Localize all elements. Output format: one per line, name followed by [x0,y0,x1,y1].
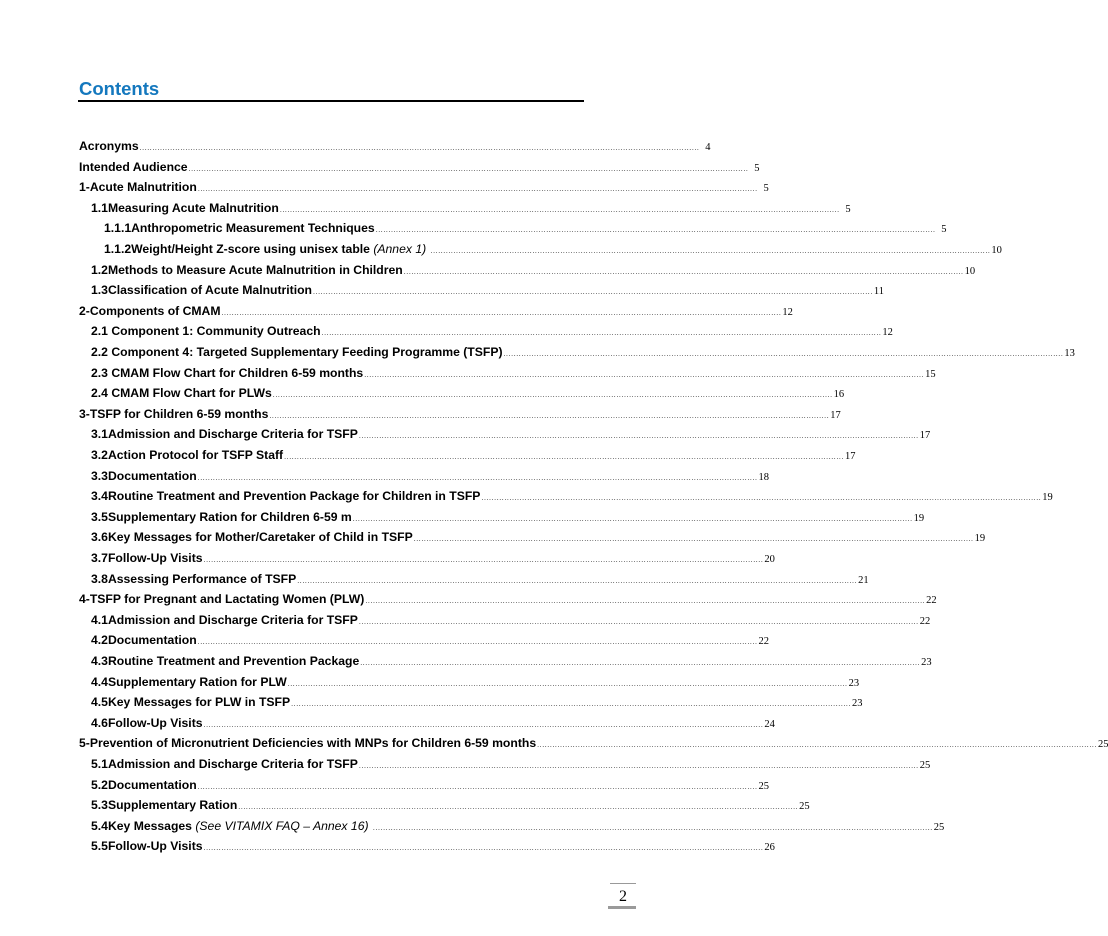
toc-entry-page: 10 [964,265,976,277]
toc-entry-title: Assessing Performance of TSFP [107,571,297,586]
toc-dot-leader: ............................................................................................................................................................................................................................ [297,577,858,585]
toc-entry-number: 2- [79,303,90,318]
toc-dot-leader: ............................................................................................................................................................................................................................ [188,165,749,173]
toc-dot-leader: ............................................................................................................................................................................................................................ [364,371,925,379]
toc-dot-leader: ............................................................................................................................................................................................................................ [272,392,833,400]
toc-entry-title: Supplementary Ration for PLW [107,674,287,689]
toc-dot-leader: ............................................................................................................................................................................................................................ [358,618,919,626]
toc-entry-page: 25 [933,821,945,833]
toc-entry-title: Follow-Up Visits [107,551,203,565]
toc-entry-number: 4.6 [91,715,108,730]
toc-entry[interactable] [91,282,884,298]
toc-entry-number: 3.1 [91,427,108,442]
toc-entry-page: 25 [799,801,810,813]
toc-entry-title: Action Protocol for TSFP Staff [107,448,284,462]
toc-entry-page: 4 [705,142,711,153]
toc-dot-leader: ............................................................................................................................................................................................................................ [375,227,936,235]
toc-entry-page: 17 [830,409,841,421]
toc-entry[interactable] [91,818,945,834]
toc-entry-number: 1- [79,180,90,195]
toc-dot-leader: ............................................................................................................................................................................................................................ [360,660,921,667]
toc-entry-number: 4.1 [91,612,108,627]
toc-entry-title: Key Messages [107,818,192,833]
toc-entry-number: 3.6 [91,530,108,545]
toc-entry-number: 3.2 [91,448,108,462]
toc-entry-page: 5 [754,162,760,174]
toc-entry-number: 1.2 [91,262,108,277]
toc-entry-number: 5.5 [91,839,108,854]
toc-entry-number: 1.1.2 [104,242,132,256]
toc-dot-leader: ............................................................................................................................................................................................................................ [365,598,926,606]
toc-entry-page: 18 [758,471,770,483]
toc-entry-title: Weight/Height Z-score using unisex table [131,242,370,256]
toc-entry-number: 5.3 [91,798,108,813]
toc-entry-title: TSFP for Pregnant and Lactating Women (PLW) [89,592,365,607]
toc-entry[interactable] [91,632,770,648]
toc-entry-title: Documentation [107,777,197,792]
toc-entry-page: 16 [833,389,845,401]
toc-entry-page: 11 [873,286,884,298]
toc-dot-leader: ............................................................................................................................................................................................................................ [197,783,758,791]
toc-entry-number: 3.8 [91,571,108,586]
toc-entry[interactable] [91,694,863,710]
toc-entry-page: 20 [764,554,775,565]
toc-entry-page: 12 [882,327,893,339]
toc-entry-title: Key Messages for Mother/Caretaker of Child in TSFP [107,530,413,545]
toc-entry-title: Classification of Acute Malnutrition [107,283,312,298]
toc-entry-number: 5.4 [91,818,108,833]
toc-entry-number: 4.2 [91,633,108,648]
page-title: Contents [79,78,160,99]
toc-entry-page: 19 [974,533,986,545]
toc-dot-leader: ............................................................................................................................................................................................................................ [321,330,882,338]
toc-dot-leader: ............................................................................................................................................................................................................................ [197,639,758,647]
toc-entry-number: 5.2 [91,777,108,792]
toc-entry[interactable] [104,241,1002,257]
toc-dot-leader: ............................................................................................................................................................................................................................ [284,454,844,461]
toc-entry-page: 5 [941,224,947,236]
toc-entry[interactable] [91,529,986,545]
toc-entry-page: 26 [764,842,775,854]
toc-entry[interactable] [79,303,793,319]
toc-entry-title: Admission and Discharge Criteria for TSFP [107,427,358,442]
toc-dot-leader: ............................................................................................................................................................................................................................ [269,412,830,420]
toc-entry-number: 3- [79,406,90,421]
toc-entry-title: Documentation [107,468,197,483]
toc-dot-leader: ............................................................................................................................................................................................................................ [372,824,933,832]
toc-dot-leader: ............................................................................................................................................................................................................................ [430,248,991,255]
page-number: 2 [619,888,627,905]
toc-entry-page: 25 [758,780,770,792]
toc-entry-title: Key Messages for PLW in TSFP [107,695,291,710]
toc-dot-leader: ............................................................................................................................................................................................................................ [537,742,1097,750]
toc-entry-title: Methods to Measure Acute Malnutrition in Children [107,262,403,277]
toc-dot-leader: ............................................................................................................................................................................................................................ [197,186,758,194]
toc-entry-title: 2.4 CMAM Flow Chart for PLWs [91,386,272,401]
toc-dot-leader: ............................................................................................................................................................................................................................ [279,206,840,214]
toc-entry[interactable] [91,344,1075,360]
toc-entry-number: 1.3 [91,283,108,298]
toc-entry-title: 2.1 Component 1: Community Outreach [91,324,321,339]
toc-entry-title: Documentation [107,633,197,648]
toc-entry-page: 25 [919,760,931,771]
toc-entry-page: 19 [1042,492,1053,504]
toc-entry-title: Routine Treatment and Prevention Package [107,654,360,668]
toc-entry[interactable] [79,591,937,607]
toc-dot-leader: ............................................................................................................................................................................................................................ [291,701,851,709]
toc-entry-page: 10 [991,245,1002,256]
toc-entry-number: 5- [79,736,90,751]
toc-entry-title: 2.3 CMAM Flow Chart for Children 6-59 months [91,365,364,380]
toc-entry-page: 22 [758,636,770,648]
toc-dot-leader: ............................................................................................................................................................................................................................ [481,495,1042,503]
toc-entry-page: 5 [763,183,769,195]
toc-entry[interactable] [91,323,893,339]
toc-entry-page: 12 [782,306,793,318]
toc-entry-page: 22 [926,595,937,607]
toc-entry-page: 24 [764,718,775,730]
toc-entry-title: Supplementary Ration [107,798,238,813]
toc-entry[interactable] [91,571,869,587]
toc-entry-note: (Annex 1) [369,242,430,256]
toc-entry[interactable] [79,159,760,175]
toc-entry-title: Prevention of Micronutrient Deficiencies with MNPs for Children 6-59 months [89,736,537,751]
toc-entry[interactable] [91,550,775,566]
toc-entry-page: 15 [925,368,936,380]
toc-entry[interactable] [91,777,770,793]
toc-dot-leader: ............................................................................................................................................................................................................................ [403,268,964,276]
toc-entry-number: 1.1 [91,200,108,215]
toc-dot-leader: ............................................................................................................................................................................................................................ [203,845,764,853]
toc-entry-number: 4- [79,592,90,607]
toc-dot-leader: ............................................................................................................................................................................................................................ [203,557,764,564]
toc-entry-title: Measuring Acute Malnutrition [107,200,279,215]
toc-dot-leader: ............................................................................................................................................................................................................................ [358,433,919,441]
toc-entry-page: 22 [919,615,931,627]
toc-entry-number: 1.1.1 [104,221,132,236]
toc-entry-title: Intended Audience [79,159,188,174]
toc-entry-number: 3.7 [91,551,108,565]
toc-entry-number: 3.4 [91,489,108,504]
toc-entry-title: Acute Malnutrition [89,180,197,195]
toc-dot-leader: ............................................................................................................................................................................................................................ [238,804,799,812]
toc-entry[interactable] [91,488,1053,504]
toc-dot-leader: ............................................................................................................................................................................................................................ [503,351,1064,358]
toc-dot-leader: ............................................................................................................................................................................................................................ [197,474,758,482]
page-number-box [610,883,636,908]
toc-entry-page: 23 [921,657,932,668]
toc-entry-number: 3.5 [91,509,108,524]
toc-dot-leader: ............................................................................................................................................................................................................................ [352,515,913,523]
toc-entry[interactable] [91,426,931,442]
toc-entry[interactable] [91,509,925,525]
toc-entry-page: 17 [919,430,931,442]
toc-entry-page: 23 [848,677,860,689]
toc-entry-page: 21 [858,574,869,586]
toc-entry-note: (See VITAMIX FAQ – Annex 16) [191,818,372,833]
toc-entry[interactable] [79,138,711,154]
toc-entry-page: 13 [1064,348,1075,359]
toc-entry[interactable] [91,797,810,813]
toc-entry-page: 23 [852,698,863,710]
toc-dot-leader: ............................................................................................................................................................................................................................ [139,145,700,152]
toc-entry-title: Supplementary Ration for Children 6-59 m [107,509,352,524]
toc-entry[interactable] [91,674,860,690]
toc-entry-number: 4.5 [91,695,108,710]
toc-entry[interactable] [91,715,775,731]
toc-entry-number: 3.3 [91,468,108,483]
page-number-bar [608,906,636,909]
toc-entry-title: Anthropometric Measurement Techniques [131,221,375,236]
toc-entry-title: Follow-Up Visits [107,839,203,854]
toc-dot-leader: ............................................................................................................................................................................................................................ [358,763,919,770]
toc-entry-title: Components of CMAM [89,303,221,318]
toc-entry[interactable] [104,220,947,236]
toc-dot-leader: ............................................................................................................................................................................................................................ [413,536,974,544]
toc-entry[interactable] [91,838,775,854]
toc-entry-number: 4.4 [91,674,108,689]
toc-entry[interactable] [91,200,851,216]
toc-entry-page: 5 [845,203,851,215]
toc-entry-title: 2.2 Component 4: Targeted Supplementary Feeding Programme (TSFP) [91,345,503,359]
toc-entry-page: 25 [1097,739,1108,751]
toc-entry[interactable] [91,385,845,401]
toc-entry-title: Follow-Up Visits [107,715,203,730]
toc-entry[interactable] [91,612,931,628]
toc-entry-title: Admission and Discharge Criteria for TSFP [107,612,358,627]
toc-entry-title: Acronyms [79,139,139,153]
toc-dot-leader: ............................................................................................................................................................................................................................ [287,680,848,688]
toc-dot-leader: ............................................................................................................................................................................................................................ [313,289,873,297]
toc-entry-page: 17 [844,451,856,462]
toc-entry[interactable] [91,653,932,669]
title-divider [78,100,584,102]
toc-entry[interactable] [79,735,1108,751]
toc-entry[interactable] [91,262,976,278]
toc-dot-leader: ............................................................................................................................................................................................................................ [203,721,764,729]
toc-entry[interactable] [79,406,841,422]
toc-entry-title: Admission and Discharge Criteria for TSFP [107,757,358,771]
toc-entry-page: 19 [913,512,925,524]
toc-entry-title: Routine Treatment and Prevention Package for Children in TSFP [107,489,481,504]
toc-entry[interactable] [91,447,856,463]
toc-entry[interactable] [91,756,931,772]
toc-entry[interactable] [79,179,769,195]
toc-entry[interactable] [91,365,936,381]
toc-entry-number: 4.3 [91,654,108,668]
toc-entry[interactable] [91,468,770,484]
toc-entry-title: TSFP for Children 6-59 months [89,406,269,421]
toc-dot-leader: ............................................................................................................................................................................................................................ [221,309,782,317]
toc-entry-number: 5.1 [91,757,108,771]
